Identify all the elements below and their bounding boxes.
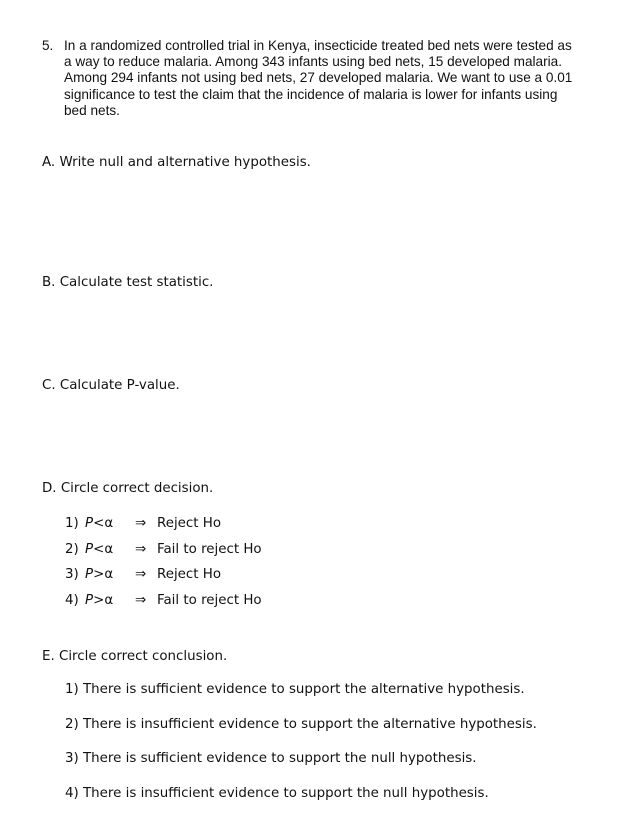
decision-option[interactable] (65, 542, 262, 558)
conclusion-option[interactable]: 2) There is insufficient evidence to support the alternative hypothesis. (65, 717, 537, 732)
part-a-heading: A. Write null and alternative hypothesis. (42, 155, 311, 170)
conclusion-option[interactable]: 3) There is sufficient evidence to support the null hypothesis. (65, 751, 477, 766)
implies-arrow-icon: ⇒ (135, 516, 147, 531)
decision-option[interactable] (65, 593, 262, 609)
conclusion-option[interactable]: 4) There is insufficient evidence to support the null hypothesis. (65, 786, 489, 801)
decision-label: Reject Ho (157, 516, 222, 531)
implies-arrow-icon: ⇒ (135, 567, 147, 582)
decision-option[interactable] (65, 516, 221, 532)
decision-condition: P<α (85, 542, 114, 557)
problem-statement (42, 38, 582, 119)
part-b-heading: B. Calculate test statistic. (42, 275, 214, 290)
decision-label: Reject Ho (157, 567, 222, 582)
decision-label: Fail to reject Ho (157, 542, 262, 557)
decision-condition: P<α (85, 516, 114, 531)
decision-number: 4) (65, 593, 79, 608)
part-e-heading: E. Circle correct conclusion. (42, 649, 228, 664)
part-c-heading: C. Calculate P-value. (42, 378, 180, 393)
implies-arrow-icon: ⇒ (135, 542, 147, 557)
decision-condition: P>α (85, 593, 114, 608)
decision-option[interactable] (65, 567, 221, 583)
decision-label: Fail to reject Ho (157, 593, 262, 608)
decision-condition: P>α (85, 567, 114, 582)
decision-number: 1) (65, 516, 79, 531)
problem-text: In a randomized controlled trial in Kenya, insecticide treated bed nets were tested as a way to reduce malaria. Among 343 infants using bed nets, 15 developed malaria. Among 294 infants not using bed nets, 27 developed malaria. We want to use a 0.01 significance to test the claim that the incidence of malaria is lower for infants using bed nets. (64, 38, 573, 118)
implies-arrow-icon: ⇒ (135, 593, 147, 608)
decision-number: 3) (65, 567, 79, 582)
conclusion-option[interactable]: 1) There is sufficient evidence to support the alternative hypothesis. (65, 682, 525, 697)
part-d-heading: D. Circle correct decision. (42, 481, 214, 496)
decision-number: 2) (65, 542, 79, 557)
problem-number: 5. (42, 38, 54, 53)
